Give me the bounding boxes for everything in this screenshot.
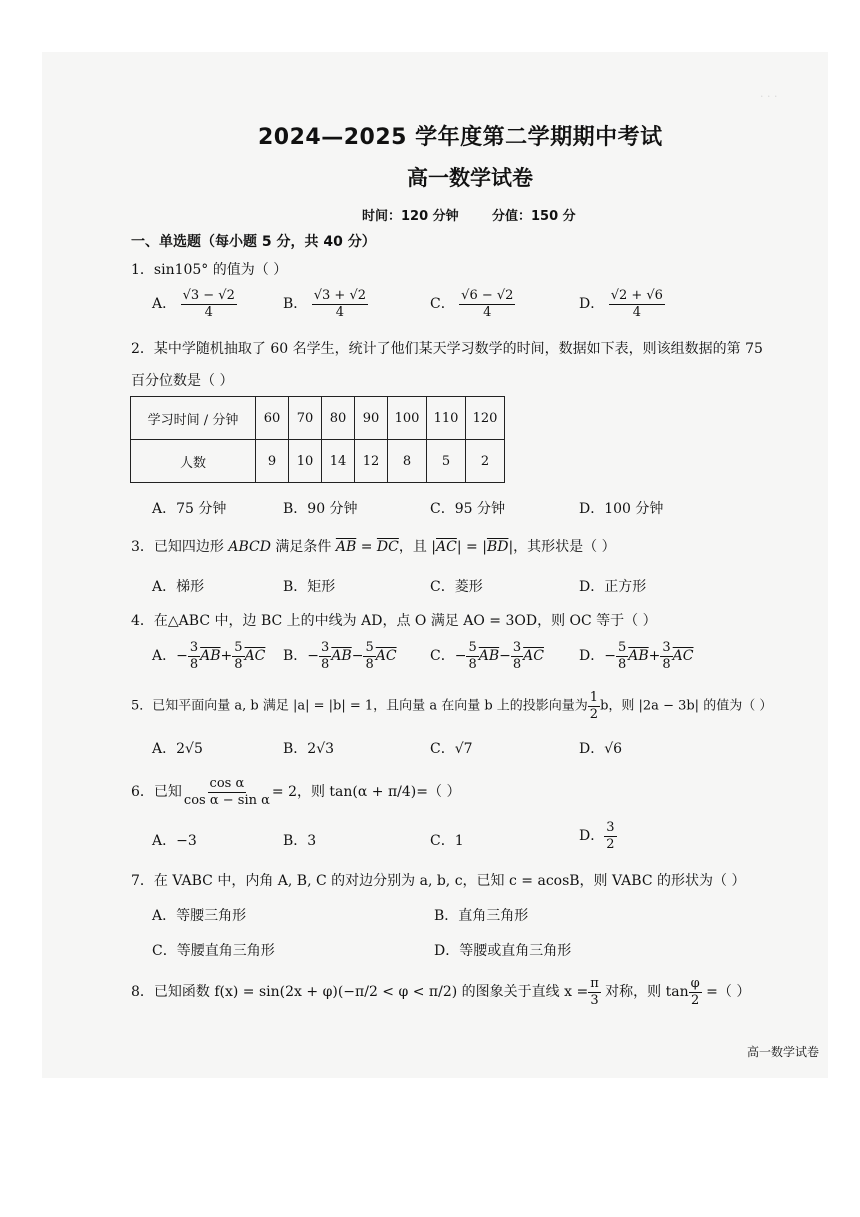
q4-a-d2: 8 xyxy=(234,656,243,672)
q4-a-v2: $\overline{AC}$ xyxy=(244,648,266,665)
q4-c-sign2: − xyxy=(499,648,511,665)
q1-b-num: √3 + √2 xyxy=(313,288,367,303)
q2-option-c: C．95 分钟 xyxy=(430,501,505,517)
question-6-stem xyxy=(131,776,460,808)
q1-option-b-fraction xyxy=(312,288,368,320)
q4-a-sign1: − xyxy=(176,648,188,665)
q4-d-n2: 3 xyxy=(662,640,671,655)
q3-option-b: B．矩形 xyxy=(283,579,336,595)
q1-option-b xyxy=(283,288,368,320)
table-cell: 100 xyxy=(388,397,427,440)
q8-t-num: φ xyxy=(690,976,700,991)
q6-option-c: C．1 xyxy=(430,833,464,849)
q6-option-b: B．3 xyxy=(283,833,317,849)
table-cell: 8 xyxy=(388,440,427,483)
table-header-cell: 人数 xyxy=(131,440,256,483)
q5-half-num: 1 xyxy=(589,690,599,705)
exam-time: 时间：120 分钟 xyxy=(362,209,459,224)
table-header-cell: 学习时间 / 分钟 xyxy=(131,397,256,440)
q1-c-den: 4 xyxy=(483,304,492,320)
question-5-stem xyxy=(131,690,772,722)
q4-d-n1: 5 xyxy=(617,640,627,655)
q4-c-d2: 8 xyxy=(512,656,522,672)
q3-vector-bd: $\overline{BD}$ xyxy=(486,539,509,555)
q2-option-b: B．90 分钟 xyxy=(283,501,358,517)
corner-watermark: · · · xyxy=(760,90,778,103)
q4-c-v2: $\overline{AC}$ xyxy=(523,648,544,665)
q4-d-d1: 8 xyxy=(617,656,627,672)
q6-text-a: 6．已知 xyxy=(131,784,182,801)
q4-a-n2: 5 xyxy=(234,640,243,655)
study-time-table xyxy=(130,396,505,483)
q4-b-d2: 8 xyxy=(365,656,374,672)
q4-b-v1: $\overline{AB}$ xyxy=(331,648,352,665)
q3-text-a: 3．已知四边形 xyxy=(131,539,229,555)
q4-option-d xyxy=(579,640,694,672)
q6-option-a: A．−3 xyxy=(152,833,197,849)
table-cell: 10 xyxy=(289,440,322,483)
q3-text-mid: | = | xyxy=(456,539,487,555)
q4-d-d2: 8 xyxy=(662,656,671,672)
table-cell: 90 xyxy=(355,397,388,440)
q4-c-v1: $\overline{AB}$ xyxy=(478,648,500,665)
q4-option-c xyxy=(430,640,544,672)
q1-option-c xyxy=(430,288,515,320)
q4-d-v2: $\overline{AC}$ xyxy=(672,648,694,665)
q3-option-a: A．梯形 xyxy=(152,579,205,595)
exam-title: 2024—2025 学年度第二学期期中考试 xyxy=(258,125,663,150)
q4-option-a xyxy=(152,640,265,672)
q5-text-a: 5．已知平面向量 a, b 满足 |a| = |b| = 1，且向量 a 在向量 b 上的投影向量为 xyxy=(131,698,588,714)
q1-option-b-label: B． xyxy=(283,296,308,313)
table-cell: 70 xyxy=(289,397,322,440)
q3-option-c: C．菱形 xyxy=(430,579,483,595)
q8-text-c: 对称，则 tan xyxy=(600,984,689,1001)
question-8-stem xyxy=(131,976,750,1008)
q1-option-c-fraction xyxy=(459,288,515,320)
q1-option-d xyxy=(579,288,665,320)
q8-text-d: =（ ） xyxy=(701,984,751,1001)
q4-c-d1: 8 xyxy=(468,656,477,672)
q4-option-b xyxy=(283,640,397,672)
q5-option-b: B．2√3 xyxy=(283,741,335,757)
q4-b-label: B． xyxy=(283,648,308,665)
q1-c-num: √6 − √2 xyxy=(461,288,514,303)
q1-d-num: √2 + √6 xyxy=(610,288,663,303)
question-3-stem xyxy=(131,536,616,556)
q4-b-d1: 8 xyxy=(321,656,330,672)
q3-abcd: ABCD xyxy=(228,539,271,555)
page-footer: 高一数学试卷 xyxy=(747,1045,820,1059)
q1-b-den: 4 xyxy=(335,304,345,320)
q2-option-a: A．75 分钟 xyxy=(152,501,227,517)
table-cell: 60 xyxy=(256,397,289,440)
q6-option-d xyxy=(579,820,617,852)
q3-text-d: |，其形状是（ ） xyxy=(508,539,616,555)
q3-option-d: D．正方形 xyxy=(579,579,647,595)
q8-text-b: 的图象关于直线 x = xyxy=(457,984,589,1001)
question-2-stem-line1: 2．某中学随机抽取了 60 名学生，统计了他们某天学习数学的时间，数据如下表，则该组数据的第 75 xyxy=(131,341,763,357)
question-2-stem-line2: 百分位数是（ ） xyxy=(131,373,234,389)
exam-score: 分值：150 分 xyxy=(492,209,576,224)
table-cell: 110 xyxy=(427,397,466,440)
section-heading: 一、单选题（每小题 5 分，共 40 分） xyxy=(131,234,376,250)
q4-a-sign2: + xyxy=(220,648,233,665)
q4-a-v1: $\overline{AB}$ xyxy=(200,648,221,665)
table-cell: 9 xyxy=(256,440,289,483)
q4-c-sign1: − xyxy=(454,648,467,665)
question-4-stem: 4．在△ABC 中，边 BC 上的中线为 AD，点 O 满足 AO = 3OD，则 OC 等于（ ） xyxy=(131,613,657,629)
q7-option-c: C．等腰直角三角形 xyxy=(152,943,275,959)
q8-text-a: 8．已知函数 f(x) = sin(2x + φ) xyxy=(131,984,338,1001)
q3-vector-ac: $\overline{AC}$ xyxy=(436,539,457,555)
table-row xyxy=(131,397,505,440)
table-cell: 5 xyxy=(427,440,466,483)
q4-d-sign2: + xyxy=(648,648,661,665)
q3-equals: = xyxy=(356,539,377,555)
q1-d-den: 4 xyxy=(632,304,641,320)
q4-c-n1: 5 xyxy=(468,640,477,655)
q1-a-num: √3 − √2 xyxy=(182,288,235,303)
q7-option-b: B．直角三角形 xyxy=(434,908,529,924)
question-1-stem: 1．sin105° 的值为（ ） xyxy=(131,262,288,278)
q8-t-den: 2 xyxy=(691,992,700,1008)
q7-option-d: D．等腰或直角三角形 xyxy=(434,943,572,959)
q3-text-c: ，且 | xyxy=(398,539,437,555)
q1-option-c-label: C． xyxy=(430,296,455,313)
q7-option-a: A．等腰三角形 xyxy=(152,908,247,924)
q1-option-d-label: D． xyxy=(579,296,605,313)
q6-den: cos α − sin α xyxy=(183,792,270,808)
q8-x-den: 3 xyxy=(590,992,599,1008)
q6-d-num: 3 xyxy=(606,820,615,835)
q3-vector-dc: $\overline{DC}$ xyxy=(376,539,399,555)
q3-text-b: 满足条件 xyxy=(270,539,336,555)
q1-option-d-fraction xyxy=(609,288,665,320)
exam-subtitle: 高一数学试卷 xyxy=(407,166,533,190)
q2-option-d: D．100 分钟 xyxy=(579,501,664,517)
q4-b-n1: 3 xyxy=(321,640,330,655)
q6-num: cos α xyxy=(209,776,245,791)
q4-c-n2: 3 xyxy=(512,640,522,655)
q3-vector-ab: $\overline{AB}$ xyxy=(335,539,357,555)
table-cell: 14 xyxy=(322,440,355,483)
q8-x-num: π xyxy=(590,976,599,991)
q6-d-den: 2 xyxy=(606,836,615,852)
table-cell: 12 xyxy=(355,440,388,483)
q4-d-label: D． xyxy=(579,648,605,665)
q4-b-n2: 5 xyxy=(365,640,374,655)
q5-half-den: 2 xyxy=(589,706,599,722)
q1-option-a xyxy=(152,288,237,320)
table-cell: 80 xyxy=(322,397,355,440)
q5-text-b: b，则 |2a − 3b| 的值为（ ） xyxy=(600,698,773,714)
q5-option-c: C．√7 xyxy=(430,741,473,757)
q6-paren: (α + π/4) xyxy=(352,784,417,801)
q4-d-v1: $\overline{AB}$ xyxy=(628,648,649,665)
q4-b-sign2: − xyxy=(351,648,364,665)
q1-a-den: 4 xyxy=(204,304,213,320)
q4-d-sign1: − xyxy=(604,648,616,665)
q4-a-d1: 8 xyxy=(189,656,199,672)
table-cell: 120 xyxy=(466,397,505,440)
q5-option-d: D．√6 xyxy=(579,741,623,757)
q8-condition: (−π/2 < φ < π/2) xyxy=(337,984,458,1001)
q1-option-a-label: A． xyxy=(152,296,177,313)
q4-c-label: C． xyxy=(430,648,455,665)
q4-a-label: A． xyxy=(152,648,177,665)
question-7-stem: 7．在 VABC 中，内角 A, B, C 的对边分别为 a, b, c，已知 c = acosB，则 VABC 的形状为（ ） xyxy=(131,873,746,889)
q4-a-n1: 3 xyxy=(189,640,199,655)
q6-text-c: =（ ） xyxy=(416,784,461,801)
q6-d-label: D． xyxy=(579,828,605,845)
q6-text-b: = 2，则 tan xyxy=(271,784,353,801)
q1-option-a-fraction xyxy=(181,288,237,320)
table-row xyxy=(131,440,505,483)
q5-option-a: A．2√5 xyxy=(152,741,203,757)
table-cell: 2 xyxy=(466,440,505,483)
q4-b-sign1: − xyxy=(307,648,320,665)
q4-b-v2: $\overline{AC}$ xyxy=(375,648,397,665)
